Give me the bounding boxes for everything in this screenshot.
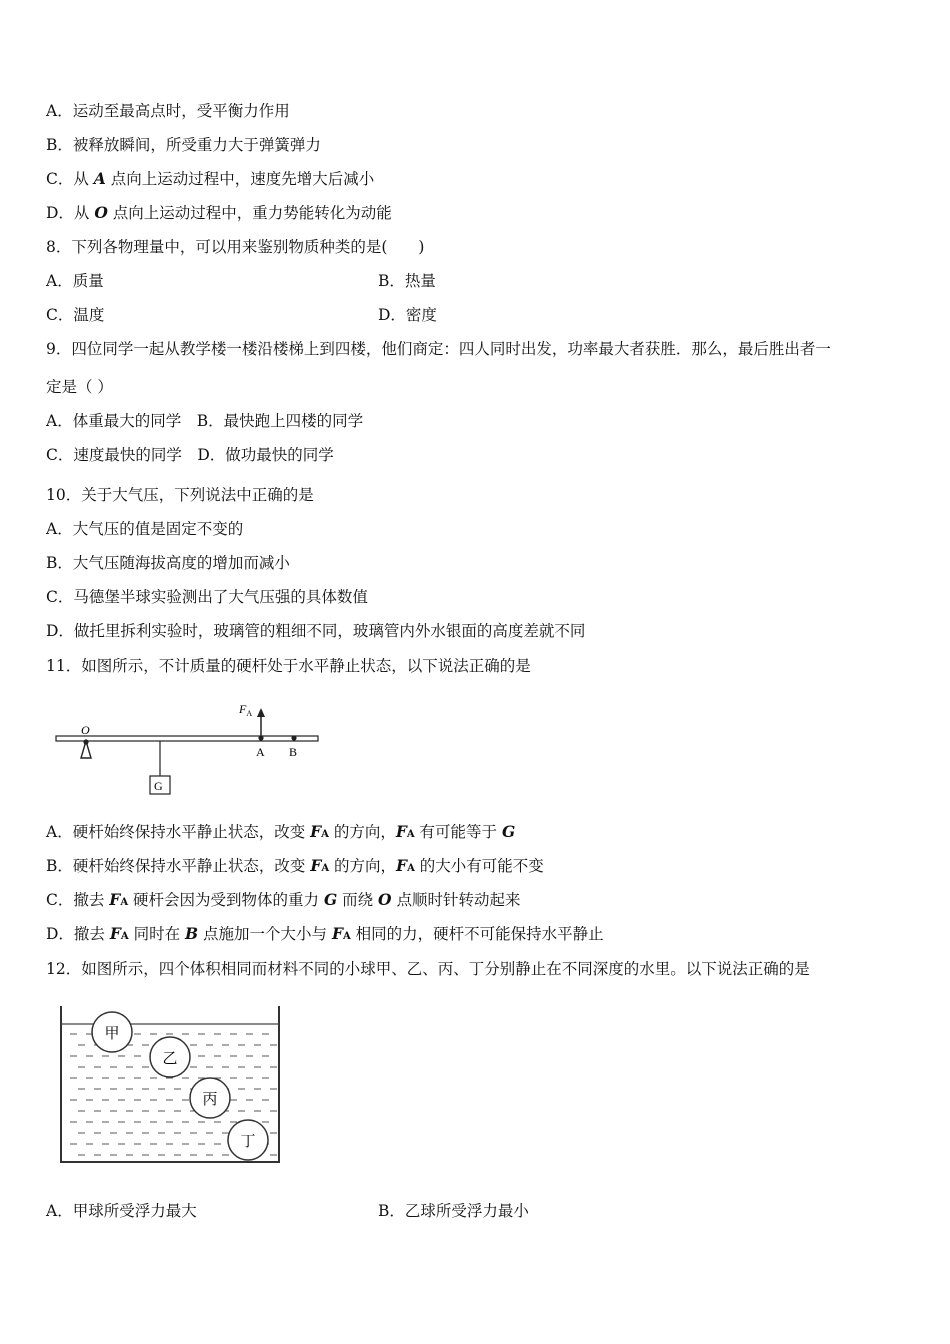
- text: 的方向，: [328, 823, 396, 841]
- sub: A: [120, 897, 129, 908]
- ball-ding: [228, 1120, 268, 1160]
- sub: A: [321, 863, 330, 874]
- text: 点施加一个大小与: [198, 925, 332, 943]
- q10-option-c: C．马德堡半球实验测出了大气压强的具体数值: [46, 588, 368, 606]
- ball-jia-label: 甲: [104, 1026, 120, 1042]
- var: A: [93, 169, 106, 188]
- q8-option-d: D．密度: [378, 306, 437, 324]
- text: B．硬杆始终保持水平静止状态，改变: [46, 857, 311, 875]
- text: 同时在: [128, 925, 185, 943]
- q11-stem: 11．如图所示，不计质量的硬杆处于水平静止状态，以下说法正确的是: [46, 657, 531, 675]
- q8-option-c: C．温度: [46, 306, 105, 324]
- text: D．撤去: [46, 925, 110, 943]
- text: C．撤去: [46, 891, 110, 909]
- ball-yi-label: 乙: [162, 1051, 178, 1067]
- q8-option-b: B．热量: [378, 272, 436, 290]
- text: 点向上运动过程中，速度先增大后减小: [105, 170, 375, 188]
- q10-option-d: D．做托里拆利实验时，玻璃管的粗细不同，玻璃管内外水银面的高度差就不同: [46, 622, 586, 640]
- var-f: F: [310, 822, 322, 841]
- arrow-head-icon: [257, 708, 265, 717]
- label-g: G: [154, 779, 163, 793]
- var-b: B: [185, 924, 199, 943]
- label-f-sub: A: [246, 709, 253, 718]
- text: A．硬杆始终保持水平静止状态，改变: [46, 823, 311, 841]
- var-f: F: [310, 856, 322, 875]
- label-b: B: [289, 745, 298, 759]
- q11-option-a: [46, 822, 515, 845]
- text: 硬杆会因为受到物体的重力: [128, 891, 324, 909]
- ball-ding-label: 丁: [240, 1134, 256, 1150]
- var-f: F: [396, 856, 408, 875]
- text: 而绕: [337, 891, 379, 909]
- ball-bing-label: 丙: [202, 1092, 218, 1108]
- sub: A: [407, 863, 415, 874]
- q7-option-c: [46, 169, 374, 189]
- q7-option-d: [46, 203, 392, 223]
- q7-option-b: B．被释放瞬间，所受重力大于弹簧弹力: [46, 136, 321, 154]
- q8-option-a: A．质量: [46, 272, 104, 290]
- label-f: F: [239, 702, 247, 716]
- q11-option-b: [46, 856, 544, 879]
- q9-options-cd: C．速度最快的同学 D．做功最快的同学: [46, 446, 334, 464]
- pivot-dot: [83, 739, 88, 744]
- var-f: F: [395, 822, 407, 841]
- sub: A: [406, 829, 415, 840]
- label-fa: [238, 702, 252, 718]
- lever-diagram: [50, 696, 330, 800]
- text: 点顺时针转动起来: [391, 891, 521, 909]
- water-tank-diagram: [56, 1002, 286, 1168]
- text: C．从: [46, 170, 94, 188]
- q9-stem-line1: 9．四位同学一起从教学楼一楼沿楼梯上到四楼，他们商定：四人同时出发，功率最大者获胜．那么，最后胜出者一: [46, 340, 831, 358]
- q9-stem-line2: 定是（ ）: [46, 378, 113, 396]
- q12-option-a: A．甲球所受浮力最大: [46, 1202, 197, 1220]
- q10-stem: 10．关于大气压，下列说法中正确的是: [46, 486, 314, 504]
- q8-stem: 8．下列各物理量中，可以用来鉴别物质种类的是( ): [46, 238, 425, 256]
- ball-jia: [92, 1012, 132, 1052]
- var-f: F: [109, 890, 121, 909]
- var-g: G: [501, 822, 516, 841]
- ball-bing: [190, 1078, 230, 1118]
- var-g: G: [323, 890, 338, 909]
- q10-option-a: A．大气压的值是固定不变的: [46, 520, 244, 538]
- label-o: O: [81, 723, 90, 737]
- text: 点向上运动过程中，重力势能转化为动能: [107, 204, 392, 222]
- text: 有可能等于: [414, 823, 502, 841]
- var-o: O: [378, 890, 392, 909]
- sub: A: [120, 931, 129, 942]
- text: 的方向，: [329, 857, 397, 875]
- q12-stem: 12．如图所示，四个体积相同而材料不同的小球甲、乙、丙、丁分别静止在不同深度的水里。以下说法正确的是: [46, 960, 810, 978]
- point-a-dot: [258, 735, 263, 740]
- q7-option-a: A．运动至最高点时，受平衡力作用: [46, 102, 290, 120]
- label-a: A: [256, 745, 265, 759]
- sub: A: [342, 931, 351, 942]
- text: D．从: [46, 204, 95, 222]
- q10-option-b: B．大气压随海拔高度的增加而减小: [46, 554, 290, 572]
- sub: A: [321, 829, 329, 840]
- ball-yi: [150, 1037, 190, 1077]
- var-f: F: [331, 924, 343, 943]
- var: O: [94, 203, 108, 222]
- q12-option-b: B．乙球所受浮力最小: [378, 1202, 529, 1220]
- text: 相同的力，硬杆不可能保持水平静止: [350, 925, 604, 943]
- var-f: F: [109, 924, 121, 943]
- q11-option-c: [46, 890, 521, 913]
- text: 的大小有可能不变: [414, 857, 544, 875]
- q9-options-ab: A．体重最大的同学 B．最快跑上四楼的同学: [46, 412, 364, 430]
- lever-bar: [56, 736, 318, 741]
- q11-option-d: [46, 924, 604, 947]
- point-b-dot: [291, 735, 296, 740]
